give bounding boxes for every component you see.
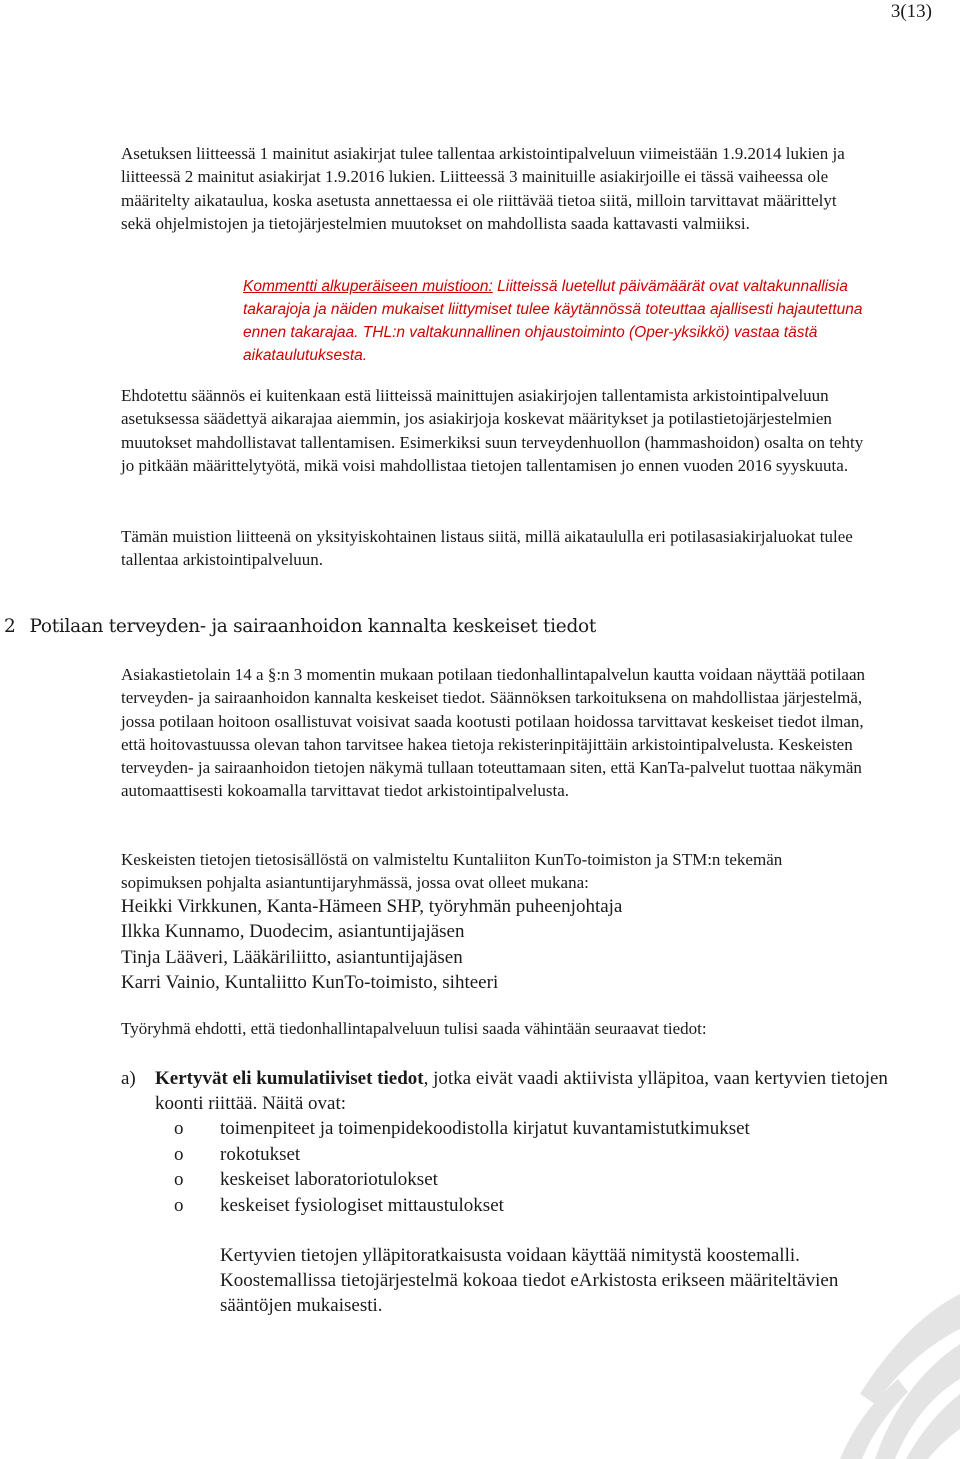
- section-number: 2: [4, 616, 16, 637]
- bullet-marker: o: [174, 1118, 184, 1139]
- cumulative-data-list: [174, 1116, 750, 1218]
- sublist-item-text: keskeiset fysiologiset mittaustulokset: [220, 1194, 504, 1216]
- list-item-a-bold: Kertyvät eli kumulatiiviset tiedot: [155, 1068, 424, 1089]
- member-item: Karri Vainio, Kuntaliitto KunTo-toimisto, sihteeri: [121, 972, 499, 994]
- sublist-item-text: rokotukset: [220, 1143, 301, 1165]
- comment-label: Kommentti alkuperäiseen muistioon:: [243, 278, 493, 295]
- bullet-marker: o: [174, 1194, 184, 1216]
- sublist-item-text: toimenpiteet ja toimenpidekoodistolla kirjatut kuvantamistutkimukset: [220, 1118, 750, 1139]
- paragraph-customer-data-law: Asiakastietolain 14 a §:n 3 momentin mukaan potilaan tiedonhallintapalvelun kautta voidaan näyttää potilaan terveyden- ja sairaanhoidon kannalta keskeiset tiedot. Säännöksen tarkoituksena on mahdollistaa järjestelmä, jossa potilaan hoitoon osallistuvat voisivat saada kootusti potilaan hoidossa tarvittavat keskeiset tiedot ilman, että hoitovastuussa olevan tahon tarvitsee hakea tietoja rekisterinpitäjittäin arkistointipalvelusta. Keskeisten terveyden- ja sairaanhoidon tietojen näkymä tullaan toteuttamaan siten, että KanTa-palvelut tuottaa näkymän automaattisesti kokoamalla tarvittavat tiedot arkistointipalvelusta.: [121, 665, 866, 801]
- member-list: [121, 894, 622, 996]
- sublist-item: [174, 1142, 750, 1168]
- paragraph-proposal: Työryhmä ehdotti, että tiedonhallintapalveluun tulisi saada vähintään seuraavat tiedot:: [121, 1019, 707, 1038]
- section-title: Potilaan terveyden- ja sairaanhoidon kannalta keskeiset tiedot: [29, 616, 596, 637]
- paragraph-appendix: Tämän muistion liitteenä on yksityiskohtainen listaus siitä, millä aikataululla eri potilasasiakirjaluokat tulee tallentaa arkistointipalveluun.: [121, 527, 853, 570]
- list-item-a-text: [155, 1066, 891, 1116]
- paragraph-early-storage: Ehdotettu säännös ei kuitenkaan estä liitteissä mainittujen asiakirjojen tallentamista arkistointipalveluun asetuksessa säädettyä aikarajaa aiemmin, jos asiakirjoja koskevat määritykset ja potilastietojärjestelmien muutokset mahdollistavat tallentamisen. Esimerkiksi suun terveydenhuollon (hammashoidon) osalta on tehty jo pitkään määrittelytyötä, mikä voisi mahdollistaa tietojen tallentamisen jo ennen vuoden 2016 syyskuuta.: [121, 386, 864, 475]
- section-heading: [4, 616, 596, 637]
- sublist-item: [174, 1167, 750, 1193]
- list-item-a-rest: , jotka eivät vaadi aktiivista ylläpitoa, vaan kertyvien tietojen koonti riittää. Näitä ovat:: [155, 1068, 888, 1114]
- sublist-item: [174, 1193, 750, 1219]
- page-number: 3(13): [890, 1, 932, 22]
- bullet-marker: o: [174, 1169, 184, 1190]
- member-item: Heikki Virkkunen, Kanta-Hämeen SHP, työryhmän puheenjohtaja: [121, 896, 623, 917]
- member-item: Ilkka Kunnamo, Duodecim, asiantuntijajäsen: [121, 921, 465, 943]
- list-item-a: [121, 1066, 891, 1116]
- member-item: Tinja Lääveri, Lääkäriliitto, asiantuntijajäsen: [121, 946, 463, 968]
- comment-text: Liitteissä luetellut päivämäärät ovat valtakunnallisia takarajoja ja näiden mukaiset liittymiset tulee käytännössä toteuttaa ajallisesti hajautettuna ennen takarajaa. THL:n valtakunnallinen ohjaustoiminto (Oper-yksikkö) vastaa tästä aikataulutuksesta.: [243, 278, 863, 364]
- paragraph-expert-group: Keskeisten tietojen tietosisällöstä on valmisteltu Kuntaliiton KunTo-toimiston ja STM:n tekemän sopimuksen pohjalta asiantuntijaryhmässä, jossa ovat olleet mukana:: [121, 850, 783, 893]
- paragraph-archiving-deadlines: Asetuksen liitteessä 1 mainitut asiakirjat tulee tallentaa arkistointipalveluun viimeistään 1.9.2014 lukien ja liitteessä 2 mainitut asiakirjat 1.9.2016 lukien. Liitteessä 3 mainituille asiakirjoille ei tässä vaiheessa ole määritelty aikataulua, koska asetusta annettaessa ei ole riittävää tietoa siitä, milloin tarvittavat määrittelyt sekä ohjelmistojen ja tietojärjestelmien muutokset on mahdollista saada kattavasti valmiiksi.: [121, 144, 845, 233]
- sublist-item: [174, 1116, 750, 1142]
- list-marker: a): [121, 1068, 136, 1089]
- bullet-marker: o: [174, 1143, 184, 1165]
- sublist-item-text: keskeiset laboratoriotulokset: [220, 1169, 438, 1190]
- comment-box: [243, 275, 903, 367]
- corner-watermark-icon: [800, 1284, 960, 1459]
- paragraph-compilation-model: Kertyvien tietojen ylläpitoratkaisusta voidaan käyttää nimitystä koostemalli. Koostemallissa tietojärjestelmä kokoaa tiedot eArkistosta erikseen määriteltävien sääntöjen mukaisesti.: [220, 1245, 839, 1316]
